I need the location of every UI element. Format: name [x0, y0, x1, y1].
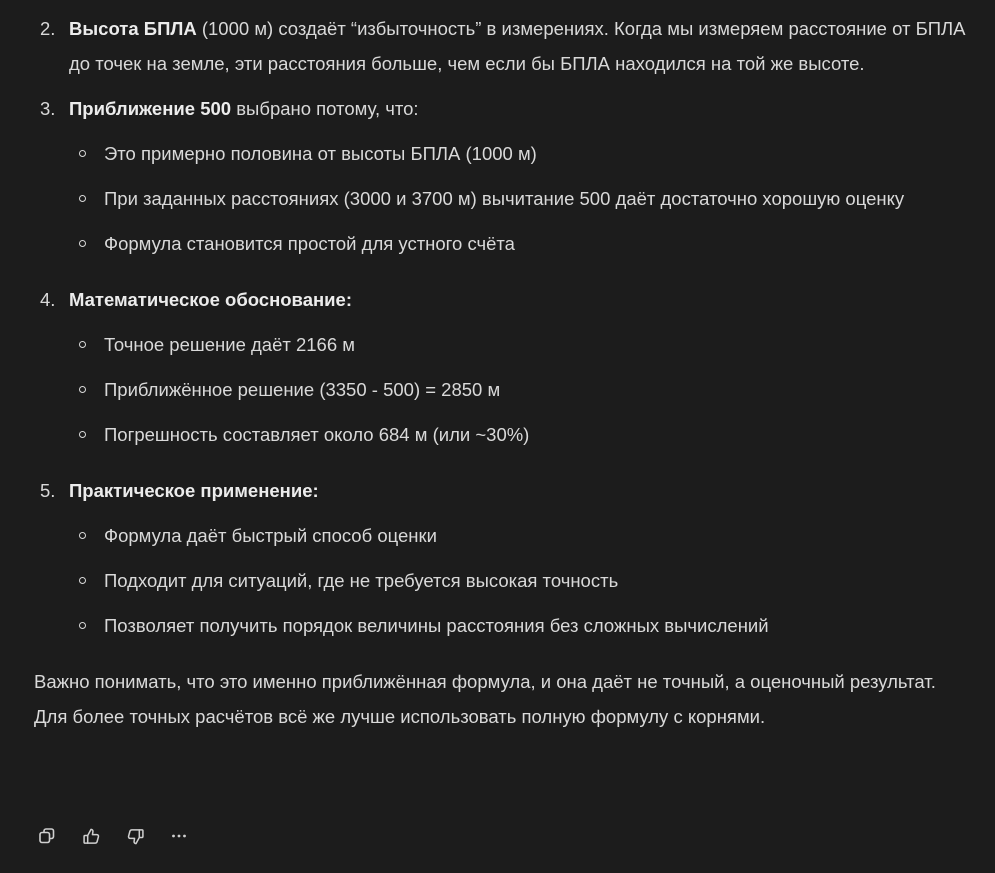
message-actions-bar — [34, 823, 192, 849]
sub-item-text: При заданных расстояниях (3000 и 3700 м) вычитание 500 даёт достаточно хорошую оценку — [104, 188, 905, 209]
sub-list-item — [69, 372, 974, 407]
circle-bullet-icon — [79, 195, 86, 202]
list-number: 2 . — [40, 11, 55, 46]
circle-bullet-icon — [79, 240, 86, 247]
circle-bullet-icon — [79, 622, 86, 629]
list-item — [34, 282, 974, 452]
item-heading: Практическое применение: — [69, 480, 319, 501]
sub-list-item — [69, 226, 974, 261]
copy-button[interactable] — [34, 823, 60, 849]
sub-item-text: Приближённое решение (3350 - 500) = 2850 м — [104, 379, 501, 400]
sub-list — [69, 327, 974, 452]
item-text: (1000 м) создаёт “избыточность” в измерениях. Когда мы измеряем расстояние от БПЛА до точек на земле, эти расстояния больше, чем если бы БПЛА находился на той же высоте. — [69, 18, 966, 74]
sub-item-text: Формула становится простой для устного счёта — [104, 233, 515, 254]
sub-list-item — [69, 563, 974, 598]
item-text: выбрано потому, что: — [231, 98, 419, 119]
message-content — [34, 11, 974, 734]
sub-list — [69, 136, 974, 261]
circle-bullet-icon — [79, 341, 86, 348]
sub-list-item — [69, 327, 974, 362]
thumbs-down-icon — [126, 827, 145, 846]
circle-bullet-icon — [79, 386, 86, 393]
circle-bullet-icon — [79, 532, 86, 539]
circle-bullet-icon — [79, 577, 86, 584]
thumbs-up-icon — [82, 827, 101, 846]
sub-list-item — [69, 518, 974, 553]
item-heading: Высота БПЛА — [69, 18, 197, 39]
summary-paragraph: Важно понимать, что это именно приближённая формула, и она даёт не точный, а оценочный результат. Для более точных расчётов всё же лучше использовать полную формулу с корнями. — [34, 671, 936, 727]
sub-list-item — [69, 181, 974, 216]
more-icon — [170, 827, 188, 845]
sub-item-text: Позволяет получить порядок величины расстояния без сложных вычислений — [104, 615, 769, 636]
list-number: 4 . — [40, 282, 55, 317]
sub-item-text: Точное решение даёт 2166 м — [104, 334, 355, 355]
copy-icon — [38, 827, 56, 845]
numbered-list — [34, 11, 974, 643]
thumbs-up-button[interactable] — [78, 823, 104, 849]
list-item — [34, 473, 974, 643]
list-number: 3 . — [40, 91, 55, 126]
item-heading: Математическое обоснование: — [69, 289, 352, 310]
list-item — [34, 91, 974, 261]
sub-list-item — [69, 608, 974, 643]
sub-list-item — [69, 136, 974, 171]
sub-item-text: Погрешность составляет около 684 м (или ~30%) — [104, 424, 530, 445]
sub-item-text: Это примерно половина от высоты БПЛА (1000 м) — [104, 143, 537, 164]
sub-item-text: Подходит для ситуаций, где не требуется высокая точность — [104, 570, 619, 591]
thumbs-down-button[interactable] — [122, 823, 148, 849]
list-number: 5 . — [40, 473, 55, 508]
list-item — [34, 11, 974, 81]
item-heading: Приближение 500 — [69, 98, 232, 119]
sub-list-item — [69, 417, 974, 452]
circle-bullet-icon — [79, 150, 86, 157]
sub-list — [69, 518, 974, 643]
more-options-button[interactable] — [166, 823, 192, 849]
sub-item-text: Формула даёт быстрый способ оценки — [104, 525, 437, 546]
circle-bullet-icon — [79, 431, 86, 438]
